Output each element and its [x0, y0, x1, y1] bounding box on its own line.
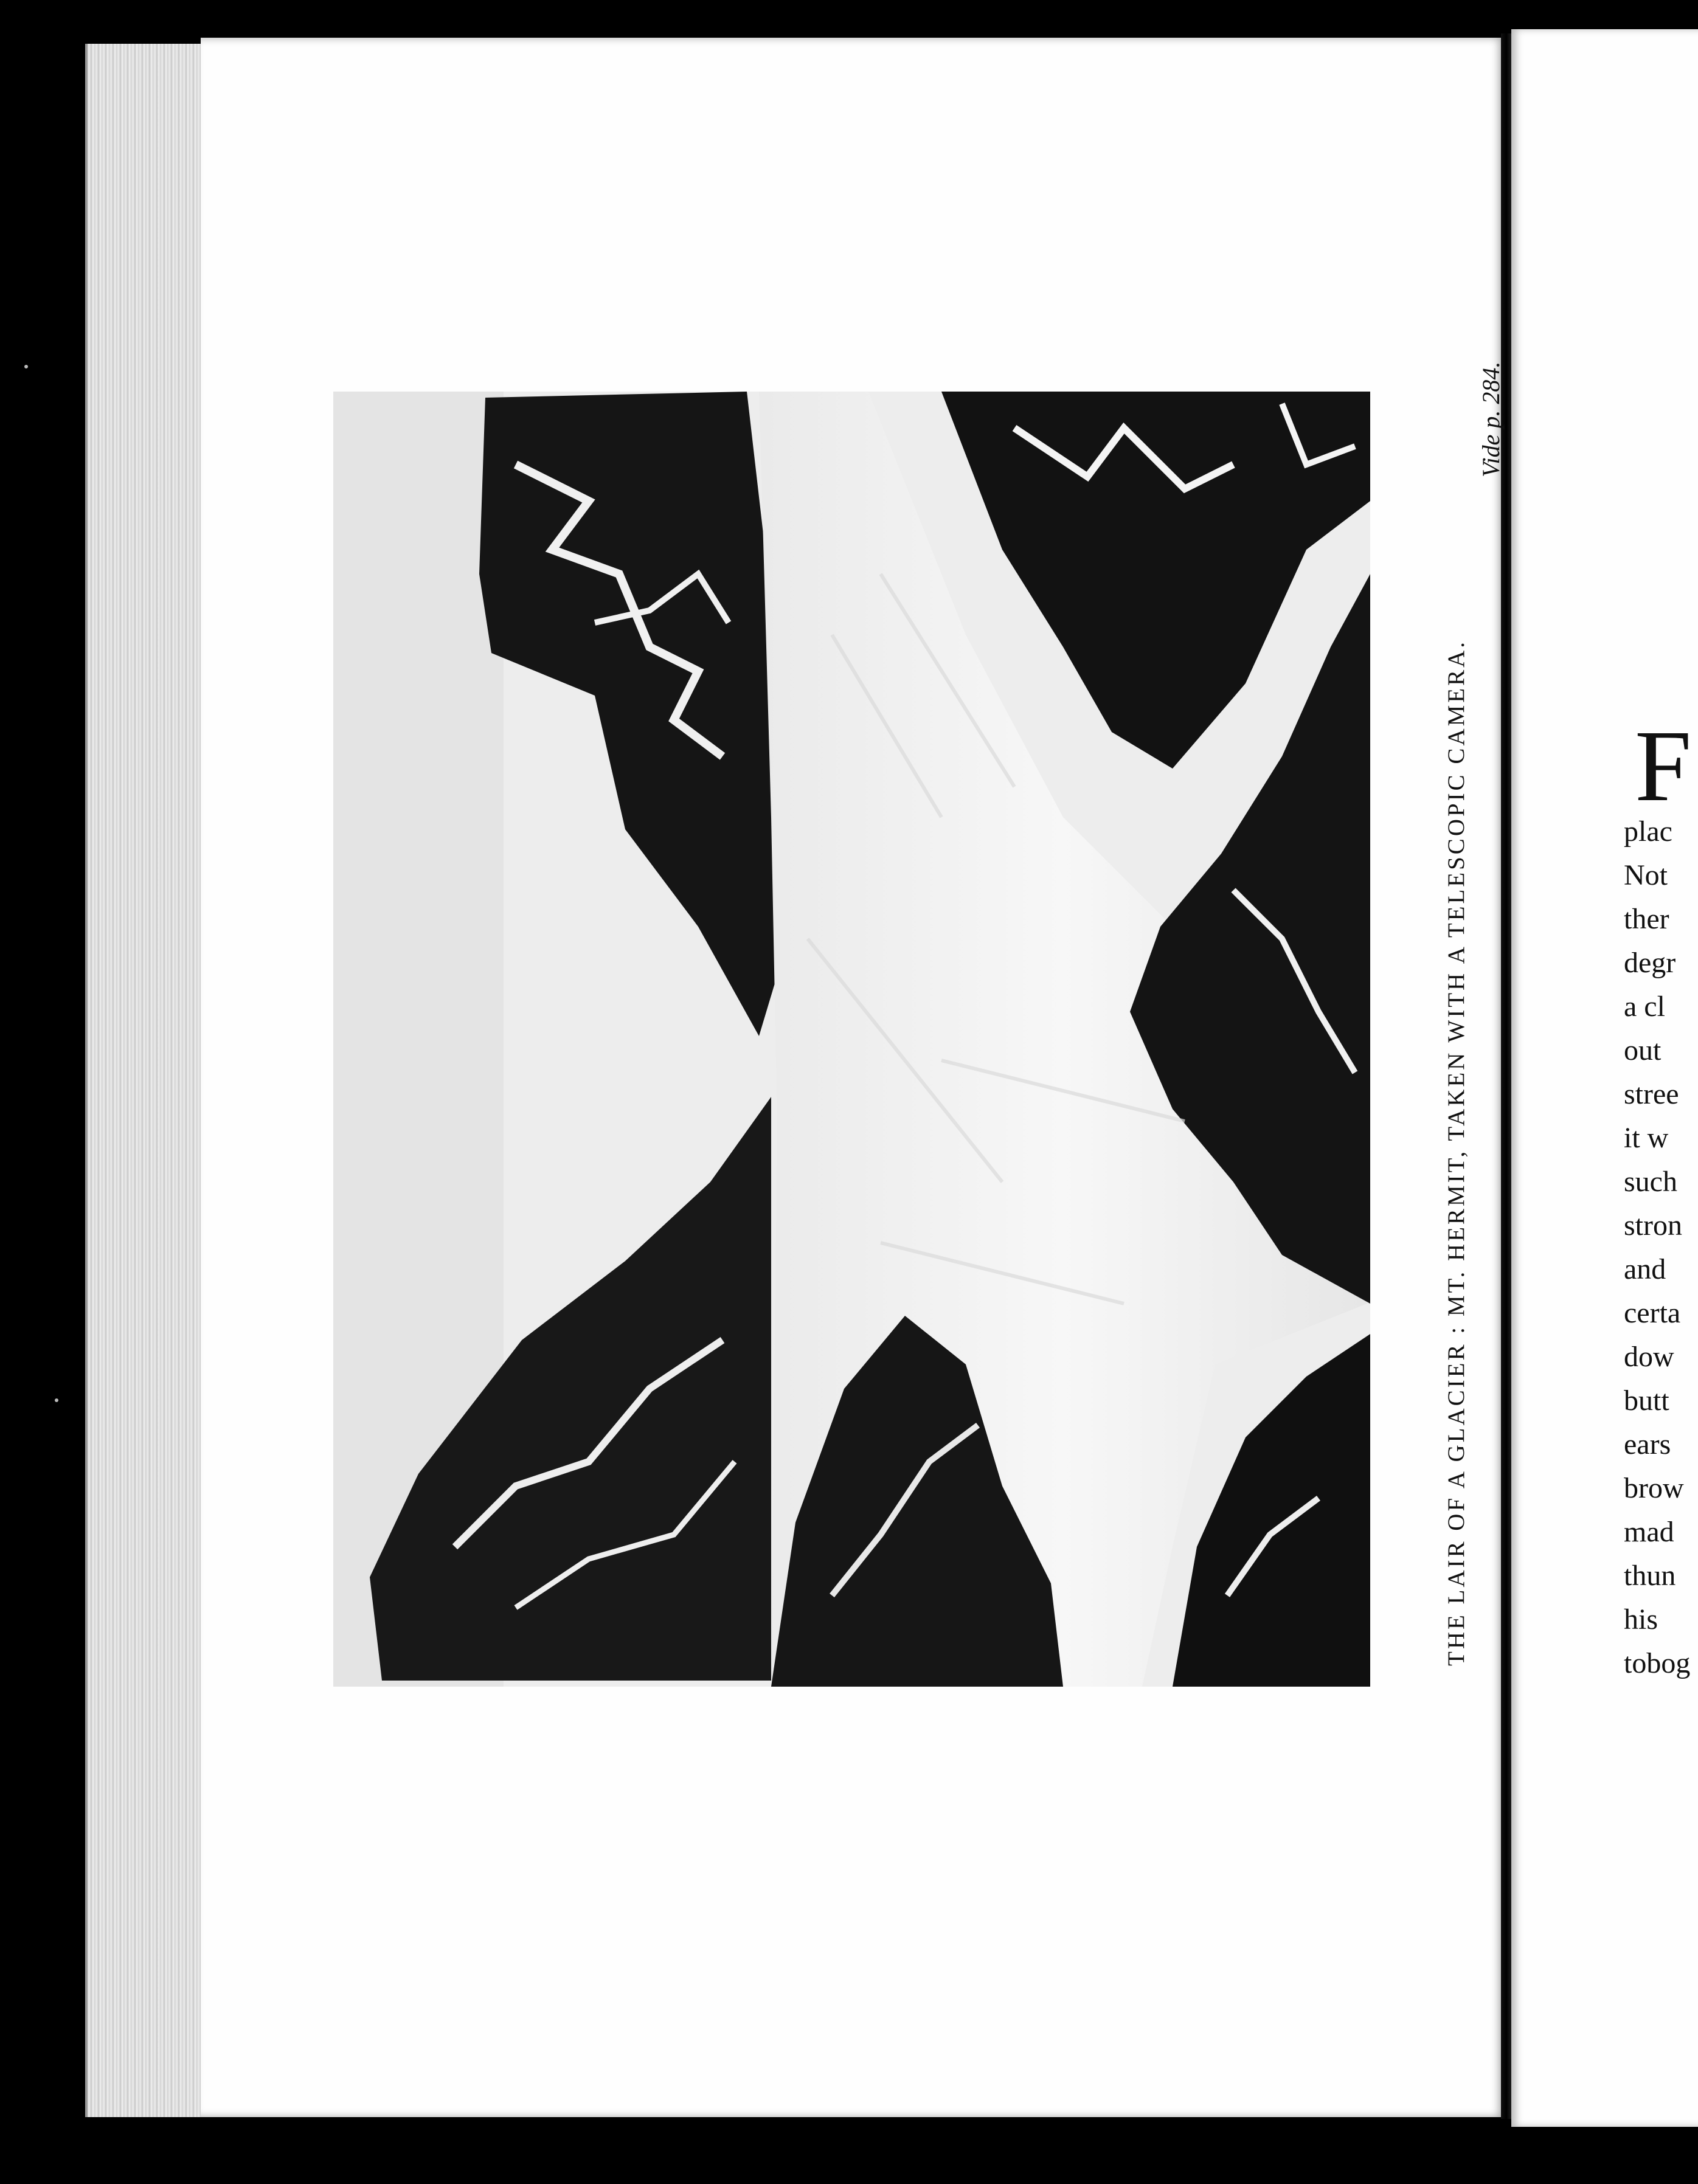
- text-line: such: [1624, 1166, 1677, 1198]
- text-line: a cl: [1624, 990, 1665, 1023]
- text-line: and: [1624, 1253, 1666, 1285]
- text-line: stree: [1624, 1078, 1679, 1110]
- text-line: mad: [1624, 1516, 1674, 1548]
- facing-page-text: [1624, 810, 1690, 1685]
- drop-cap: F: [1635, 710, 1692, 823]
- text-line: degr: [1624, 947, 1676, 979]
- book-fore-edge: [85, 44, 209, 2117]
- text-line: dow: [1624, 1341, 1674, 1373]
- text-line: brow: [1624, 1472, 1684, 1504]
- book-gutter: [1501, 33, 1512, 2119]
- glacier-photograph: [333, 392, 1370, 1687]
- text-line: certa: [1624, 1297, 1681, 1329]
- text-line: his: [1624, 1603, 1658, 1636]
- text-line: plac: [1624, 815, 1672, 848]
- text-line: tobog: [1624, 1647, 1691, 1679]
- scan-speck: [55, 1398, 58, 1402]
- caption-title: THE LAIR OF A GLACIER : MT. HERMIT, TAKEN WITH A TELESCOPIC CAMERA.: [1443, 639, 1469, 1666]
- text-line: thun: [1624, 1560, 1676, 1592]
- text-line: Not: [1624, 859, 1668, 891]
- scan-speck: [24, 365, 28, 368]
- text-line: butt: [1624, 1384, 1669, 1417]
- glacier-photo-image: [333, 392, 1370, 1687]
- text-line: stron: [1624, 1209, 1682, 1242]
- text-line: ears: [1624, 1428, 1671, 1460]
- caption-page-reference: Vide p. 284.: [1477, 361, 1505, 477]
- text-line: ther: [1624, 903, 1669, 935]
- text-line: out: [1624, 1034, 1662, 1066]
- text-line: it w: [1624, 1122, 1669, 1154]
